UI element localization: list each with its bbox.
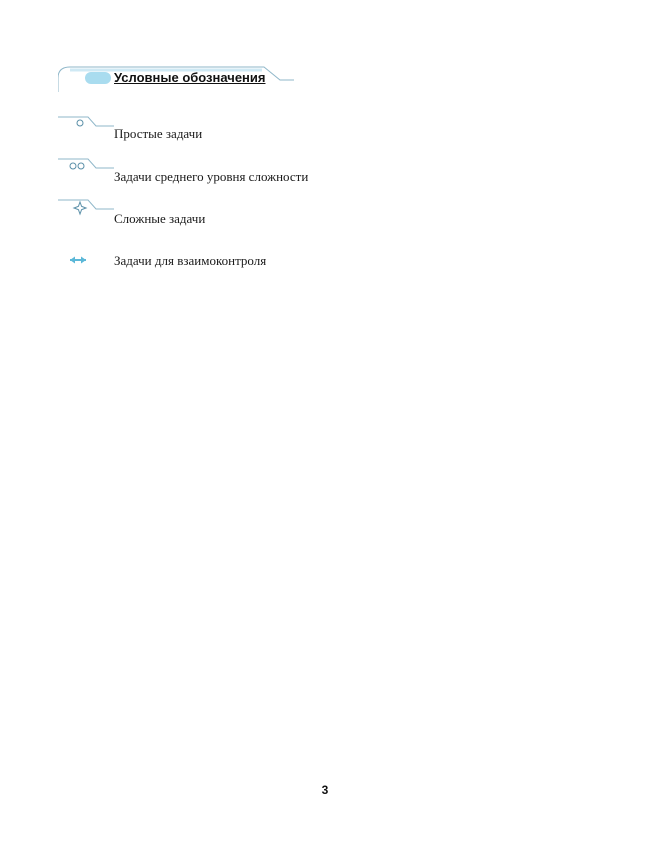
header-pill-icon (85, 72, 111, 84)
legend-item-mutual-control (58, 251, 458, 281)
legend-label-simple: Простые задачи (114, 126, 203, 141)
legend-header (58, 64, 298, 94)
legend-item-simple (58, 114, 458, 144)
legend-label-mutual-control: Задачи для взаимоконтроля (114, 253, 267, 268)
single-circle-icon (58, 114, 118, 144)
page-number: 3 (321, 783, 329, 797)
legend-label-medium: Задачи среднего уровня сложности (114, 169, 309, 184)
double-arrow-icon (58, 251, 118, 271)
double-circle-icon (58, 156, 118, 186)
header-title: Условные обозначения (114, 70, 266, 85)
legend-item-medium (58, 156, 458, 186)
legend-item-hard (58, 197, 458, 227)
legend-label-hard: Сложные задачи (114, 211, 206, 226)
star-icon (58, 197, 118, 227)
